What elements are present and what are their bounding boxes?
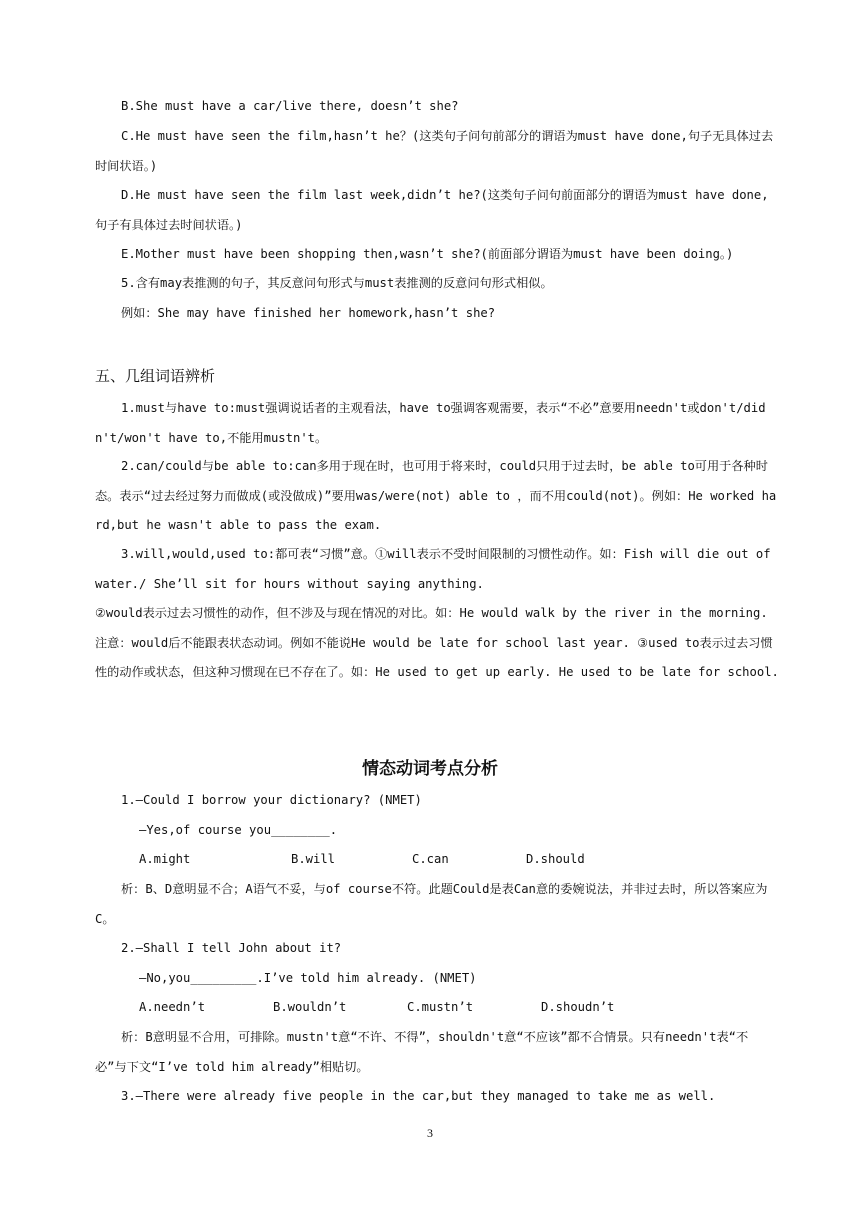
option-c: C.can xyxy=(412,852,449,866)
question-1-explanation: 析：B、D意明显不合；A语气不妥，与of course不符。此题Could是表Can意的委婉说法，并非过去时，所以答案应为C。 xyxy=(95,882,768,926)
question-3-line: 3.—There were already five people in the car,but they managed to take me as well. xyxy=(121,1089,716,1103)
option-c: C.mustn’t xyxy=(407,1000,474,1014)
option-d: D.shoudn’t xyxy=(541,1000,615,1014)
paragraph-would-used-to: ②would表示过去习惯性的动作，但不涉及与现在情况的对比。如：He would walk by the river in the morning.注意：would后不能跟表状态动词。例如不能说He would be late for school last year. ③used to表示过去习惯性的动作或状态，但这种习惯现在已不存在了。如：He used to get up early. He used to be late for school. xyxy=(95,606,779,679)
option-a: A.needn’t xyxy=(139,1000,206,1014)
paragraph-can-could: 2.can/could与be able to:can多用于现在时，也可用于将来时，could只用于过去时，be able to可用于各种时态。表示“过去经过努力而做成(或没做成)”要用was/were(not) able to ，而不用could(not)。例如：He worked hard,but he wasn't able to pass the exam. xyxy=(95,459,777,532)
option-d-text: D.He must have seen the film last week,didn’t he?(这类句子问句前面部分的谓语为must have done,句子有具体过去时间状语。) xyxy=(95,188,769,232)
example-text: 例如：She may have finished her homework,hasn’t she? xyxy=(121,306,496,320)
option-b: B.wouldn’t xyxy=(273,1000,347,1014)
question-2-explanation: 析：B意明显不合用，可排除。mustn't意“不许、不得”，shouldn't意“不应该”都不合情景。只有needn't表“不必”与下文“I’ve told him already”相贴切。 xyxy=(95,1030,749,1074)
rule-5-text: 5.含有may表推测的句子，其反意问句形式与must表推测的反意问句形式相似。 xyxy=(121,276,553,290)
section-heading: 五、几组词语辨析 xyxy=(95,367,216,385)
question-2-answer-line: —No,you_________.I’ve told him already. (NMET) xyxy=(139,971,477,985)
option-a: A.might xyxy=(139,852,191,866)
option-e-text: E.Mother must have been shopping then,wasn’t she?(前面部分谓语为must have been doing。) xyxy=(121,247,734,261)
question-1-line: 1.—Could I borrow your dictionary? (NMET) xyxy=(121,793,422,807)
question-1-answer-line: —Yes,of course you________. xyxy=(139,823,338,837)
option-b-text: B.She must have a car/live there, doesn’t she? xyxy=(121,99,459,113)
page-number: 3 xyxy=(427,1126,433,1140)
paragraph-must-have-to: 1.must与have to:must强调说话者的主观看法，have to强调客观需要，表示“不必”意要用needn't或don't/didn't/won't have to,不能用mustn't。 xyxy=(95,401,766,445)
option-b: B.will xyxy=(291,852,336,866)
page-title: 情态动词考点分析 xyxy=(362,759,498,779)
option-d: D.should xyxy=(526,852,585,866)
paragraph-will-would: 3.will,would,used to:都可表“习惯”意。①will表示不受时间限制的习惯性动作。如：Fish will die out of water./ She’ll sit for hours without saying anything. xyxy=(95,547,771,591)
option-c-text: C.He must have seen the film,hasn’t he？(这类句子问句前部分的谓语为must have done,句子无具体过去时间状语。) xyxy=(95,129,774,173)
question-2-line: 2.—Shall I tell John about it? xyxy=(121,941,342,955)
